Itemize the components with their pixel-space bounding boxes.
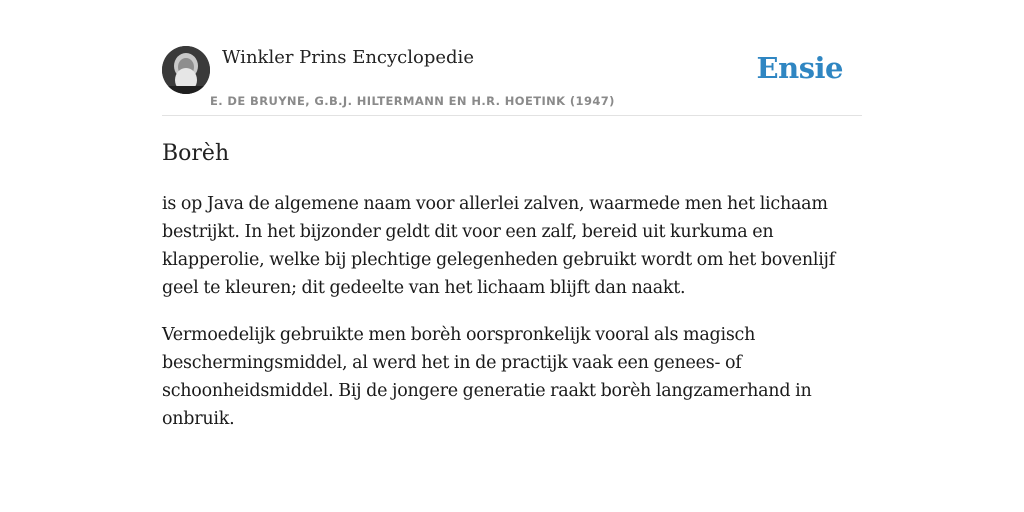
entry-title: Borèh	[162, 141, 230, 166]
source-authors: E. DE BRUYNE, G.B.J. HILTERMANN EN H.R. HOETINK (1947)	[210, 94, 615, 108]
portrait-image	[162, 46, 210, 94]
entry-paragraph: is op Java de algemene naam voor allerlei zalven, waarmede men het lichaam bestrijkt. In het bijzonder geldt dit voor een zalf, bereid uit kurkuma en klapperolie, welke bij plechtige gelegenheden gebruikt wordt om het bovenlijf geel te kleuren; dit gedeelte van het lichaam blijft dan naakt.	[162, 194, 835, 298]
entry-paragraph: Vermoedelijk gebruikte men borèh oorspronkelijk vooral als magisch beschermingsmiddel, al werd het in de practijk vaak een genees- of schoonheidsmiddel. Bij de jongere generatie raakt borèh langzamerhand in onbruik.	[162, 325, 812, 429]
source-title[interactable]: Winkler Prins Encyclopedie	[222, 47, 474, 68]
source-header	[162, 46, 862, 116]
ensie-logo-link[interactable]: Ensie	[756, 51, 843, 85]
author-avatar[interactable]	[162, 46, 210, 94]
entry-content	[162, 190, 862, 433]
page	[162, 0, 862, 433]
